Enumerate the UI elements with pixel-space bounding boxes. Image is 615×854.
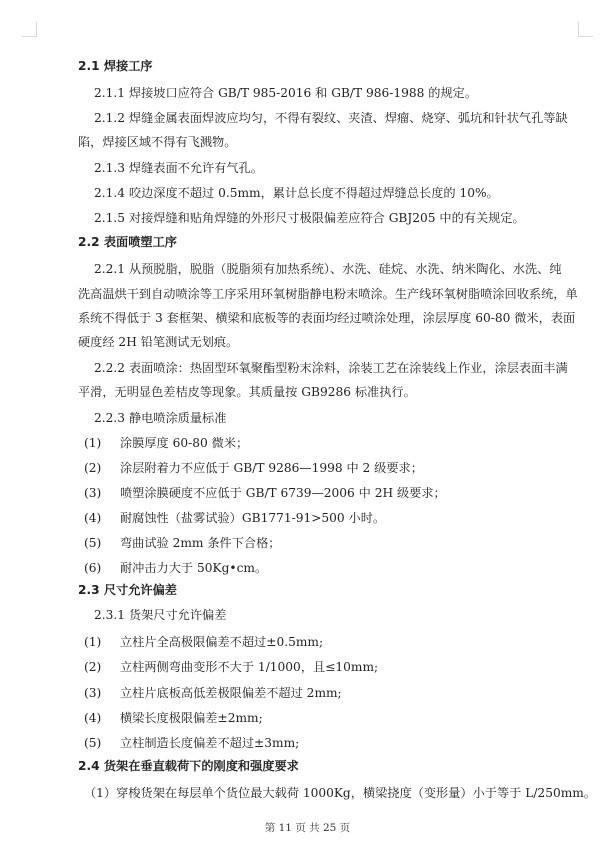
paragraph-2-2-1-line1: 2.2.1 从预脱脂，脱脂（脱脂须有加热系统）、水洗、硅烷、水洗、纳米陶化、水洗、纯 bbox=[94, 262, 562, 276]
list-item-number: (1) bbox=[84, 436, 102, 450]
list-item-text: 立柱片底板高低差极限偏差不超过 2mm; bbox=[120, 686, 342, 700]
section-2-3-heading: 2.3 尺寸允许偏差 bbox=[78, 583, 177, 597]
list-item-number: (4) bbox=[84, 711, 102, 725]
crop-mark-top-left bbox=[22, 22, 37, 37]
paragraph-2-1-2-line2: 陷，焊接区域不得有飞溅物。 bbox=[78, 135, 237, 149]
list-item-text: 涂层附着力不应低于 GB/T 9286—1998 中 2 级要求； bbox=[120, 461, 423, 475]
paragraph-2-1-2-line1: 2.1.2 焊缝金属表面焊波应均匀，不得有裂纹、夹渣、焊瘤、烧穿、弧坑和针状气孔等缺 bbox=[94, 111, 568, 125]
list-item-text: 立柱两侧弯曲变形不大于 1/1000，且≤10mm; bbox=[120, 660, 379, 674]
list-item-number: (3) bbox=[84, 486, 102, 500]
section-2-2-heading: 2.2 表面喷塑工序 bbox=[78, 235, 177, 249]
paragraph-2-1-1: 2.1.1 焊接坡口应符合 GB/T 985-2016 和 GB/T 986-1988 的规定。 bbox=[94, 86, 478, 100]
paragraph-2-1-5: 2.1.5 对接焊缝和贴角焊缝的外形尺寸极限偏差应符合 GBJ205 中的有关规定。 bbox=[94, 211, 525, 225]
page-number-footer: 第 11 页 共 25 页 bbox=[264, 822, 351, 834]
list-item-number: (2) bbox=[84, 461, 102, 475]
list-item-number: (3) bbox=[84, 686, 102, 700]
list-item-number: (5) bbox=[84, 536, 102, 550]
list-item-text: 立柱制造长度偏差不超过±3mm; bbox=[120, 736, 300, 750]
list-item-text: 立柱片全高极限偏差不超过±0.5mm; bbox=[120, 635, 324, 649]
list-item-text: 涂膜厚度 60-80 微米； bbox=[120, 436, 249, 450]
paragraph-2-1-3: 2.1.3 焊缝表面不允许有气孔。 bbox=[94, 161, 263, 175]
crop-mark-top-right bbox=[578, 22, 593, 37]
paragraph-2-1-4: 2.1.4 咬边深度不超过 0.5mm，累计总长度不得超过焊缝总长度的 10%。 bbox=[94, 186, 499, 200]
paragraph-2-4-1: （1）穿梭货架在每层单个货位最大载荷 1000Kg，横梁挠度（变形量）小于等于 L/250mm。 bbox=[84, 786, 596, 800]
paragraph-2-2-1-line4: 硬度经 2H 铅笔测试无划痕。 bbox=[78, 335, 239, 349]
section-2-4-heading: 2.4 货架在垂直载荷下的刚度和强度要求 bbox=[78, 759, 299, 773]
paragraph-2-2-1-line2: 洗高温烘干到自动喷涂等工序采用环氧树脂静电粉末喷涂。生产线环氧树脂喷涂回收系统，单 bbox=[78, 287, 578, 301]
paragraph-2-2-1-line3: 系统不得低于 3 套框架、横梁和底板等的表面均经过喷涂处理，涂层厚度 60-80 微米，表面 bbox=[78, 311, 576, 325]
list-item-text: 弯曲试验 2mm 条件下合格； bbox=[120, 536, 281, 550]
section-2-1-heading: 2.1 焊接工序 bbox=[78, 59, 153, 73]
list-item-number: (1) bbox=[84, 635, 102, 649]
list-item-text: 喷塑涂膜硬度不应低于 GB/T 6739—2006 中 2H 级要求； bbox=[120, 486, 446, 500]
list-item-text: 横梁长度极限偏差±2mm; bbox=[120, 711, 263, 725]
paragraph-2-2-3: 2.2.3 静电喷涂质量标准 bbox=[94, 411, 227, 425]
list-item-number: (5) bbox=[84, 736, 102, 750]
paragraph-2-2-2-line1: 2.2.2 表面喷涂：热固型环氧聚酯型粉末涂料，涂装工艺在涂装线上作业，涂层表面丰满 bbox=[94, 361, 568, 375]
list-item-text: 耐腐蚀性（盐雾试验）GB1771-91>500 小时。 bbox=[120, 511, 386, 525]
paragraph-2-3-1: 2.3.1 货架尺寸允许偏差 bbox=[94, 608, 227, 622]
list-item-text: 耐冲击力大于 50Kg•cm。 bbox=[120, 561, 268, 575]
list-item-number: (6) bbox=[84, 561, 102, 575]
paragraph-2-2-2-line2: 平滑，无明显色差桔皮等现象。其质量按 GB9286 标准执行。 bbox=[78, 385, 416, 399]
list-item-number: (2) bbox=[84, 660, 102, 674]
list-item-number: (4) bbox=[84, 511, 102, 525]
